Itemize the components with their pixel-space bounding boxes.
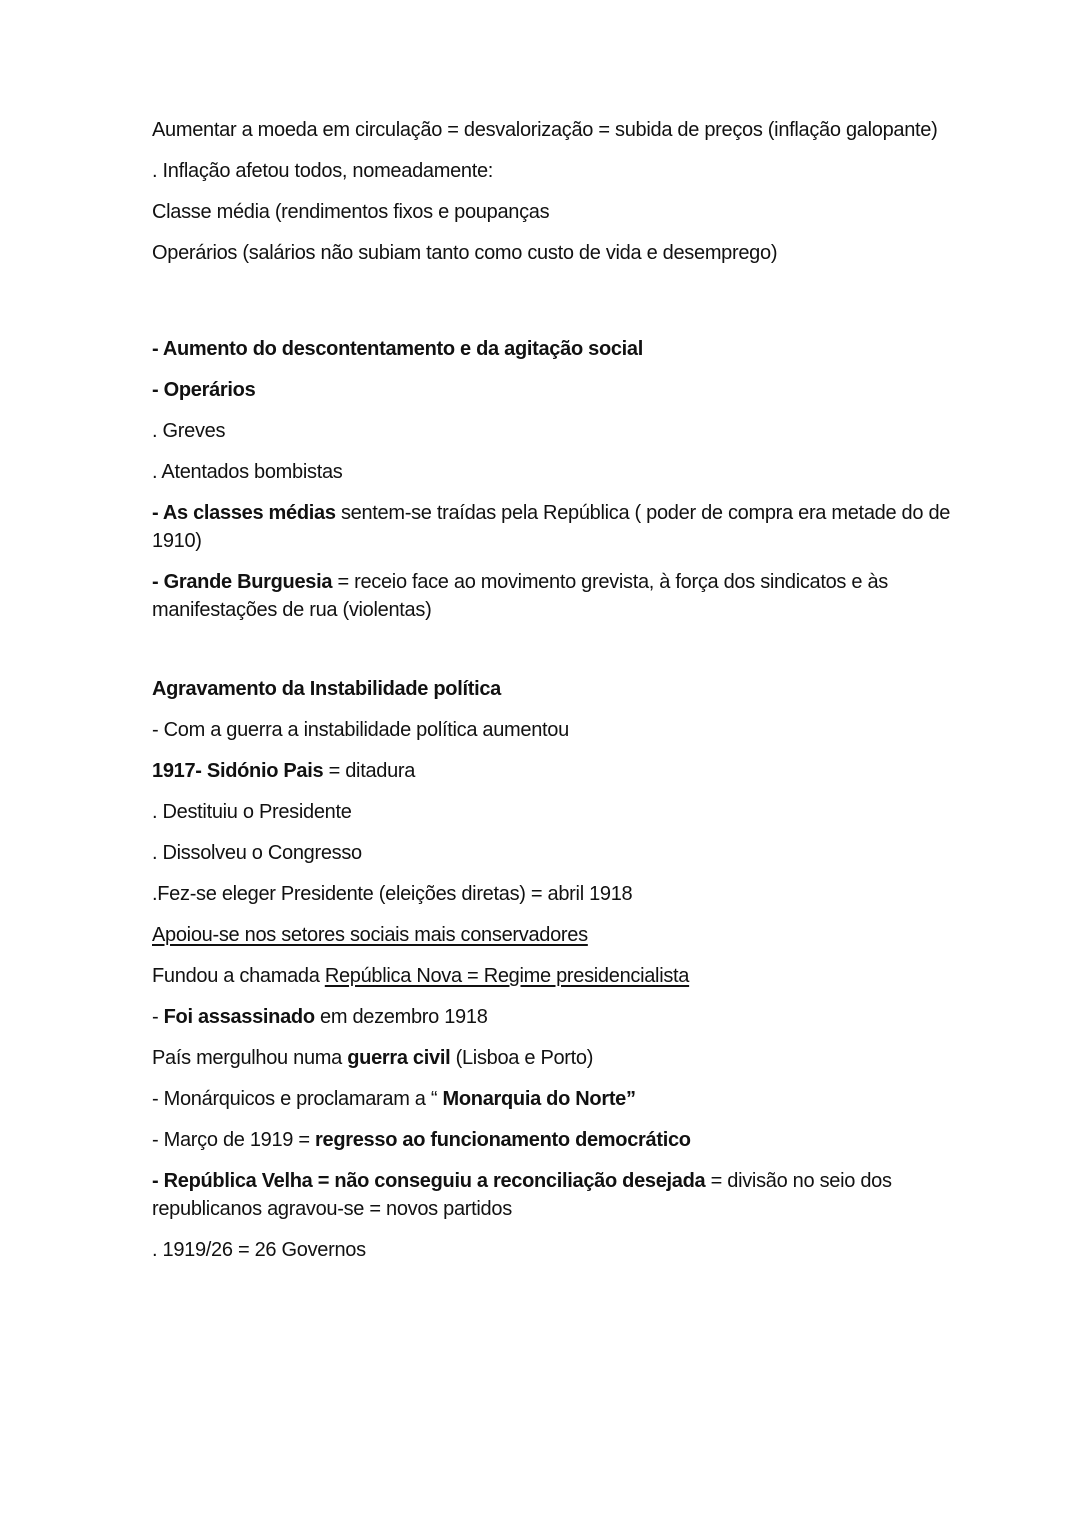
text-run: . Destituiu o Presidente: [152, 801, 352, 823]
paragraph-guerra-instabilidade: [152, 716, 952, 744]
text-run: Fundou a chamada: [152, 965, 325, 987]
text-run: - As classes médias: [152, 502, 336, 524]
text-run: Apoiou-se nos setores sociais mais conservadores: [152, 924, 588, 946]
paragraph-dissolveu-congresso: [152, 839, 952, 867]
paragraph-operarios-salarios: [152, 239, 952, 267]
text-run: em dezembro 1918: [314, 1006, 488, 1028]
text-run: = divisão no seio dos republicanos agravou-se = novos partidos: [152, 1170, 892, 1220]
text-run: -: [152, 1006, 164, 1028]
blank-line-spacer: [152, 637, 952, 675]
text-run: . Greves: [152, 420, 226, 442]
text-run: - Grande Burguesia: [152, 571, 333, 593]
text-run: País mergulhou numa: [152, 1047, 348, 1069]
paragraph-foi-assassinado: [152, 1003, 952, 1031]
text-run: Foi assassinado: [163, 1006, 315, 1028]
paragraph-operarios-heading: [152, 376, 952, 404]
text-run: Agravamento da Instabilidade política: [152, 678, 501, 700]
text-run: . 1919/26 = 26 Governos: [152, 1239, 366, 1261]
text-run: = receio face ao movimento grevista, à força dos sindicatos e às manifestações de rua (violentas): [152, 571, 888, 621]
text-run: - República Velha = não conseguiu a reconciliação desejada: [152, 1170, 706, 1192]
paragraph-destituiu-presidente: [152, 798, 952, 826]
blank-line-spacer: [152, 280, 952, 335]
paragraph-sidonio-pais: [152, 757, 952, 785]
text-run: - Monárquicos e proclamaram a “: [152, 1088, 443, 1110]
text-run: = ditadura: [323, 760, 416, 782]
document-content: [152, 116, 952, 1277]
paragraph-republica-nova: [152, 962, 952, 990]
text-run: - Operários: [152, 379, 256, 401]
paragraph-inflacao-galopante: [152, 116, 952, 144]
text-run: Aumentar a moeda em circulação = desvalorização = subida de preços (inflação galopante): [152, 119, 938, 141]
heading-agravamento-instabilidade: [152, 675, 952, 703]
text-run: . Atentados bombistas: [152, 461, 343, 483]
paragraph-republica-velha: [152, 1167, 952, 1223]
text-run: Monarquia do Norte”: [442, 1088, 636, 1110]
text-run: . Dissolveu o Congresso: [152, 842, 362, 864]
paragraph-classe-media: [152, 198, 952, 226]
text-run: sentem-se traídas pela República ( poder de compra era metade do de 1910): [152, 502, 951, 552]
text-run: 1917- Sidónio Pais: [152, 760, 324, 782]
text-run: República Nova = Regime presidencialista: [324, 965, 690, 987]
text-run: .Fez-se eleger Presidente (eleições diretas) = abril 1918: [152, 883, 633, 905]
paragraph-guerra-civil: [152, 1044, 952, 1072]
text-run: Operários (salários não subiam tanto como custo de vida e desemprego): [152, 242, 778, 264]
text-run: - Com a guerra a instabilidade política aumentou: [152, 719, 569, 741]
text-run: regresso ao funcionamento democrático: [315, 1129, 691, 1151]
paragraph-marco-1919: [152, 1126, 952, 1154]
text-run: guerra civil: [347, 1047, 451, 1069]
text-run: Classe média (rendimentos fixos e poupanças: [152, 201, 550, 223]
paragraph-grande-burguesia: [152, 568, 952, 624]
text-run: - Março de 1919 =: [152, 1129, 316, 1151]
paragraph-monarquia-do-norte: [152, 1085, 952, 1113]
paragraph-inflacao-afetou: [152, 157, 952, 185]
text-run: . Inflação afetou todos, nomeadamente:: [152, 160, 494, 182]
paragraph-classes-medias-traidas: [152, 499, 952, 555]
paragraph-eleger-presidente: [152, 880, 952, 908]
paragraph-aumento-descontentamento: [152, 335, 952, 363]
paragraph-atentados-bombistas: [152, 458, 952, 486]
paragraph-apoiou-setores-conservadores: [152, 921, 952, 949]
text-run: - Aumento do descontentamento e da agitação social: [152, 338, 644, 360]
text-run: (Lisboa e Porto): [450, 1047, 594, 1069]
paragraph-greves: [152, 417, 952, 445]
paragraph-26-governos: [152, 1236, 952, 1264]
